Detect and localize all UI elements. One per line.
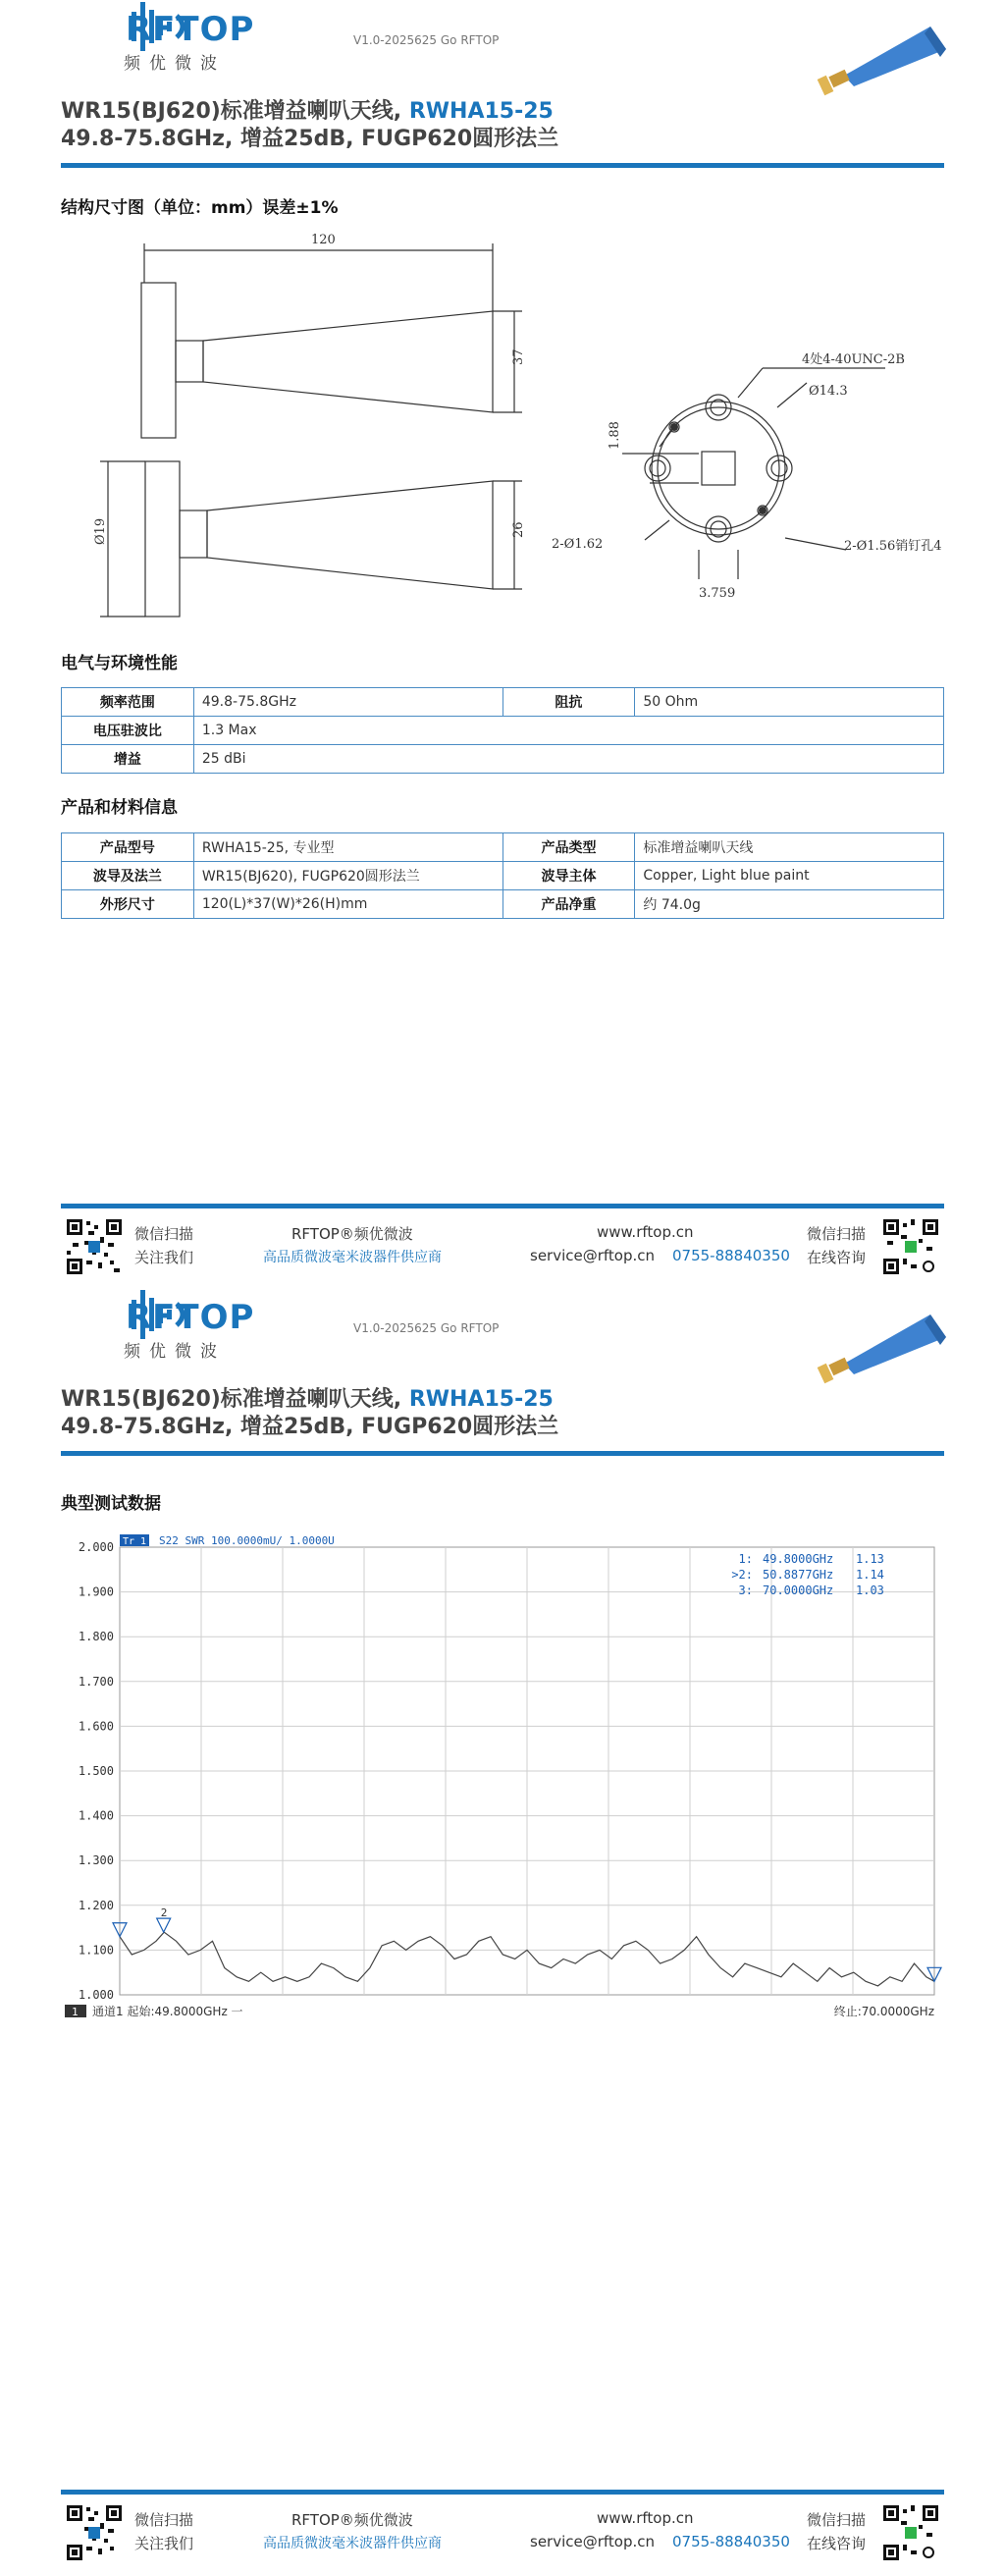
swr-chart — [61, 1528, 944, 2018]
marker-row-label: >2: — [731, 1568, 753, 1582]
spec-key: 电压驻波比 — [62, 717, 194, 745]
drawing-section-title: 结构尺寸图（单位：mm）误差±1% — [61, 198, 339, 218]
footer-phone[interactable]: 0755-88840350 — [672, 1247, 790, 1264]
y-tick-label: 1.700 — [78, 1674, 114, 1689]
dim-pin-holes-2: 2-Ø1.56销钉孔4 — [844, 539, 942, 554]
brand-subtitle: 频优微波 — [124, 1342, 226, 1362]
footer-website-link[interactable]: www.rftop.cn — [597, 2509, 694, 2527]
marker-row-value: 1.03 — [856, 1583, 884, 1597]
horn-antenna-image — [815, 22, 952, 100]
footer-website-link[interactable]: www.rftop.cn — [597, 1223, 694, 1241]
stop-frequency-label: 终止:70.0000GHz — [833, 2005, 934, 2018]
title-model: RWHA15-25 — [408, 1387, 554, 1412]
channel-number: 1 — [72, 2006, 79, 2018]
footer — [61, 2503, 944, 2572]
table-row — [62, 745, 944, 774]
horn-antenna-image — [815, 1310, 952, 1388]
footer-email-link[interactable]: service@rftop.cn — [530, 2533, 656, 2550]
spec-key: 频率范围 — [62, 688, 194, 717]
product-table — [61, 832, 944, 919]
footer-follow-us: 关注我们 — [134, 2535, 194, 2552]
electrical-table — [61, 687, 944, 774]
marker-row-freq: 70.0000GHz — [763, 1583, 834, 1597]
electrical-section-title: 电气与环境性能 — [61, 654, 178, 673]
dim-length: 120 — [311, 233, 336, 247]
y-tick-label: 1.600 — [78, 1719, 114, 1734]
dim-height-top: 37 — [511, 349, 526, 365]
footer-rule — [61, 2490, 944, 2495]
footer-phone[interactable]: 0755-88840350 — [672, 2533, 790, 2550]
marker-2-label: 2 — [160, 1906, 168, 1920]
spec-value: 25 dBi — [193, 745, 943, 774]
qr-code-wechat-icon — [65, 2503, 124, 2562]
footer — [61, 1217, 944, 1286]
page-title — [61, 1382, 554, 1413]
dim-bolt-circle: Ø14.3 — [809, 384, 848, 399]
title-prefix: WR15(BJ620)标准增益喇叭天线, — [61, 99, 409, 124]
footer-slogan: 高品质微波毫米波器件供应商 — [263, 1250, 442, 1265]
dim-pin-holes: 2-Ø1.62 — [552, 537, 604, 552]
dimension-drawing — [61, 226, 944, 618]
title-model: RWHA15-25 — [408, 99, 554, 124]
spec-key: 产品类型 — [502, 833, 635, 862]
footer-email-link[interactable]: service@rftop.cn — [530, 1247, 656, 1264]
spec-value: 120(L)*37(W)*26(H)mm — [193, 890, 502, 919]
brand-subtitle: 频优微波 — [124, 54, 226, 74]
page-title — [61, 94, 554, 125]
header-rule — [61, 1451, 944, 1456]
title-prefix: WR15(BJ620)标准增益喇叭天线, — [61, 1387, 409, 1412]
spec-value: RWHA15-25, 专业型 — [193, 833, 502, 862]
version-text: V1.0-2025625 Go RFTOP — [353, 33, 500, 47]
spec-value: Copper, Light blue paint — [635, 862, 944, 890]
spec-value: WR15(BJ620), FUGP620圆形法兰 — [193, 862, 502, 890]
footer-company: RFTOP®频优微波 — [291, 1225, 413, 1243]
footer-follow-us: 关注我们 — [134, 1249, 194, 1266]
y-tick-label: 2.000 — [78, 1540, 114, 1554]
brand-name: RFTOP — [126, 10, 255, 49]
y-tick-label: 1.500 — [78, 1764, 114, 1778]
y-tick-label: 1.100 — [78, 1943, 114, 1958]
footer-wechat-scan-2: 微信扫描 — [807, 2511, 867, 2529]
y-tick-label: 1.800 — [78, 1630, 114, 1644]
marker-row-freq: 49.8000GHz — [763, 1552, 834, 1566]
y-tick-label: 1.900 — [78, 1584, 114, 1599]
spec-key: 波导及法兰 — [62, 862, 194, 890]
table-row — [62, 833, 944, 862]
dim-offset-h: 3.759 — [699, 586, 736, 601]
table-row — [62, 862, 944, 890]
qr-code-consult-icon — [881, 1217, 940, 1276]
marker-row-value: 1.13 — [856, 1552, 884, 1566]
spec-key: 产品型号 — [62, 833, 194, 862]
footer-company: RFTOP®频优微波 — [291, 2511, 413, 2529]
brand-name: RFTOP — [126, 1298, 255, 1337]
dim-height-bottom: 26 — [511, 521, 526, 538]
y-tick-label: 1.000 — [78, 1988, 114, 2002]
marker-row-label: 1: — [738, 1552, 753, 1566]
spec-key: 波导主体 — [502, 862, 635, 890]
spec-value: 49.8-75.8GHz — [193, 688, 502, 717]
dim-offset-v: 1.88 — [608, 421, 622, 450]
table-row — [62, 890, 944, 919]
spec-value: 标准增益喇叭天线 — [635, 833, 944, 862]
marker-row-value: 1.14 — [856, 1568, 884, 1582]
spec-value: 1.3 Max — [193, 717, 943, 745]
qr-code-consult-icon — [881, 2503, 940, 2562]
version-text: V1.0-2025625 Go RFTOP — [353, 1321, 500, 1335]
spec-key: 阻抗 — [502, 688, 635, 717]
test-section-title: 典型测试数据 — [61, 1494, 161, 1514]
footer-online-consult: 在线咨询 — [807, 1249, 867, 1266]
footer-slogan: 高品质微波毫米波器件供应商 — [263, 2536, 442, 2551]
page-subtitle: 49.8-75.8GHz, 增益25dB, FUGP620圆形法兰 — [61, 127, 559, 151]
marker-row-label: 3: — [738, 1583, 753, 1597]
spec-key: 产品净重 — [502, 890, 635, 919]
y-tick-label: 1.400 — [78, 1808, 114, 1823]
marker-row-freq: 50.8877GHz — [763, 1568, 834, 1582]
spec-key: 外形尺寸 — [62, 890, 194, 919]
spec-value: 约 74.0g — [635, 890, 944, 919]
dim-screw-holes: 4处4-40UNC-2B — [802, 352, 905, 367]
product-section-title: 产品和材料信息 — [61, 798, 178, 818]
header-rule — [61, 163, 944, 168]
spec-value: 50 Ohm — [635, 688, 944, 717]
y-tick-label: 1.300 — [78, 1853, 114, 1868]
y-tick-label: 1.200 — [78, 1898, 114, 1912]
start-frequency-label: 通道1 起始:49.8000GHz 一 — [92, 2005, 243, 2018]
footer-rule — [61, 1204, 944, 1208]
chart-header: S22 SWR 100.0000mU/ 1.0000U — [159, 1534, 335, 1547]
table-row — [62, 688, 944, 717]
footer-wechat-scan: 微信扫描 — [134, 2511, 194, 2529]
spec-key: 增益 — [62, 745, 194, 774]
table-row — [62, 717, 944, 745]
dim-flange-dia: Ø19 — [93, 517, 108, 545]
trace-label: Tr 1 — [123, 1536, 147, 1547]
qr-code-wechat-icon — [65, 1217, 124, 1276]
footer-online-consult: 在线咨询 — [807, 2535, 867, 2552]
footer-wechat-scan: 微信扫描 — [134, 1225, 194, 1243]
page-subtitle: 49.8-75.8GHz, 增益25dB, FUGP620圆形法兰 — [61, 1415, 559, 1439]
footer-wechat-scan-2: 微信扫描 — [807, 1225, 867, 1243]
